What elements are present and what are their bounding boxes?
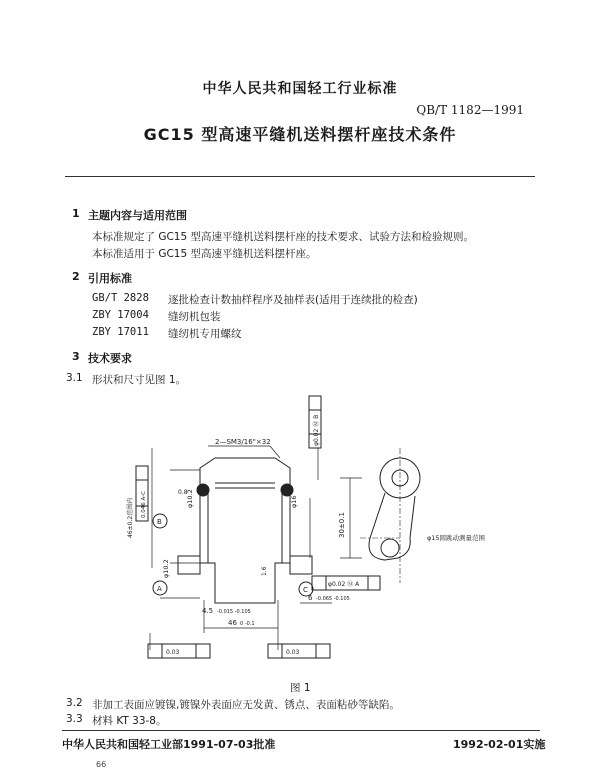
clause-3-1-number: 3.1 xyxy=(66,372,83,384)
datum-a-symbol: A xyxy=(157,585,162,593)
position-tolerance-frame-right: φ0.02 Ⓜ A xyxy=(328,581,360,588)
clause-3-2-text: 非加工表面应镀镍,镀镍外表面应无发黄、锈点、表面粘砂等缺陷。 xyxy=(92,699,400,711)
figure-caption: 图 1 xyxy=(290,682,311,694)
diameter-10-2-bottom: φ10.2 xyxy=(162,559,170,578)
reference-title: 缝纫机包装 xyxy=(168,311,221,323)
standard-code: QB/T 1182—1991 xyxy=(416,103,524,117)
issuer-line: 中华人民共和国轻工行业标准 xyxy=(202,81,398,97)
position-tolerance-frame-top: φ0.02 Ⓜ B xyxy=(313,414,320,446)
reference-code: ZBY 17011 xyxy=(92,326,149,338)
dimension-4-5: 4.5 xyxy=(202,607,214,615)
datum-c-symbol: C xyxy=(303,586,308,594)
clause-3-3-number: 3.3 xyxy=(66,713,83,725)
dimension-30: 30±0.1 xyxy=(338,512,346,538)
section-1-number: 1 xyxy=(72,207,80,220)
section-3-number: 3 xyxy=(72,350,80,363)
implementation-line: 1992-02-01实施 xyxy=(453,738,546,751)
clause-3-2-number: 3.2 xyxy=(66,697,83,709)
dimension-46-tolerance: 0 -0.1 xyxy=(240,621,255,627)
header-rule xyxy=(65,176,535,177)
approval-line: 中华人民共和国轻工业部1991-07-03批准 xyxy=(62,738,276,751)
parallelism-frame-left: 0.03 xyxy=(166,649,180,656)
datum-b-symbol: B xyxy=(157,518,162,526)
section-1-paragraph-2: 本标准适用于 GC15 型高速平缝机送料摆杆座。 xyxy=(92,248,317,260)
dimension-46: 46 xyxy=(228,619,237,627)
dimension-6: 6 xyxy=(308,594,313,602)
section-1-paragraph-1: 本标准规定了 GC15 型高速平缝机送料摆杆座的技术要求、试验方法和检验规则。 xyxy=(92,231,475,243)
section-2-heading: 引用标准 xyxy=(88,272,132,285)
section-2-number: 2 xyxy=(72,270,80,283)
section-1-heading: 主题内容与适用范围 xyxy=(88,209,187,222)
roughness-1-6: 1.6 xyxy=(261,566,268,576)
runout-tolerance-frame: 0.046 A-C xyxy=(141,491,147,518)
reference-code: ZBY 17004 xyxy=(92,309,149,321)
section-3-heading: 技术要求 xyxy=(88,352,132,365)
dimension-46-range-note: 46±0.2范围内 xyxy=(127,497,134,538)
parallelism-frame-right: 0.03 xyxy=(286,649,300,656)
dimension-6-tolerance: -0.065 -0.105 xyxy=(316,596,350,602)
dimension-4-5-tolerance: -0.015 -0.105 xyxy=(217,609,251,615)
diameter-10-2-top: φ10.2 xyxy=(186,489,194,508)
roughness-0-8: 0.8 xyxy=(178,489,188,496)
clause-3-1-text: 形状和尺寸见图 1。 xyxy=(92,374,187,386)
clause-3-3-text: 材料 KT 33-8。 xyxy=(92,715,167,727)
document-title: GC15 型高速平缝机送料摆杆座技术条件 xyxy=(143,125,457,144)
footer-rule xyxy=(62,730,540,731)
reference-title: 逐批检查计数抽样程序及抽样表(适用于连续批的检查) xyxy=(168,294,418,306)
diameter-16: φ16 xyxy=(290,495,298,508)
thread-label: 2—SM3/16"×32 xyxy=(215,438,271,446)
circular-runout-note: φ15圆跳动测量范围 xyxy=(427,534,486,542)
page-number: 66 xyxy=(96,760,107,769)
reference-title: 缝纫机专用螺纹 xyxy=(168,328,242,340)
reference-code: GB/T 2828 xyxy=(92,292,149,304)
figure-1-drawing xyxy=(100,388,520,673)
